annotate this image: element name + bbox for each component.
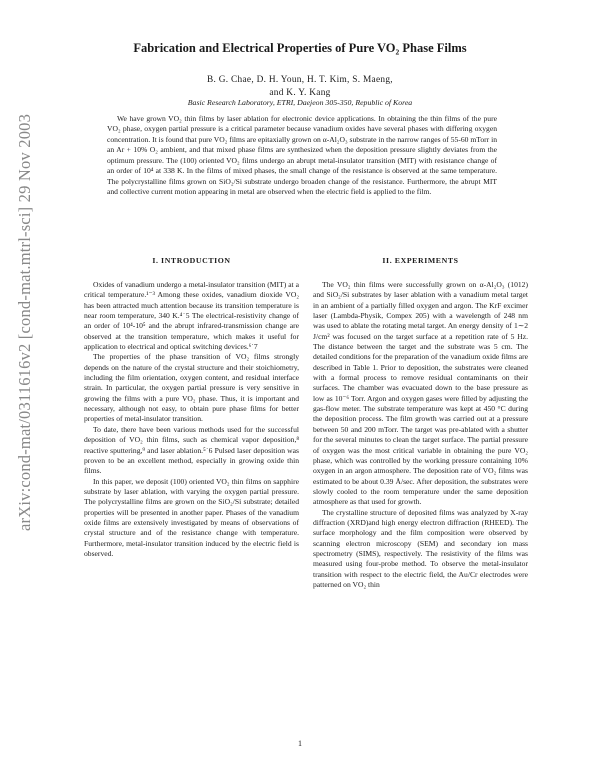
intro-paragraph: To date, there have been various methods used for the successful deposition of VO₂ thin films, such as chemical vapor deposition,⁸ reactive sputtering,⁹ and laser ablation.⁵˙6 Pulsed laser deposition was proven to be an excellent method, especially in growing oxide thin films. xyxy=(84,424,299,476)
authors-line-2: and K. Y. Kang xyxy=(269,87,331,98)
experiments-paragraph: The crystalline structure of deposited films was analyzed by X-ray diffraction (XRD)and high energy electron diffraction (RHEED). The surface morphology and the film composition were observed by scanning electron microscopy (SEM) and secondary ion mass spectrometry (SIMS), respectively. The resistivity of the films was measured using four-probe method. To observe the metal-insulator transition with respect to the electric field, the Au/Cr electrodes were patterned on VO₂ thin xyxy=(313,507,528,589)
intro-paragraph: The properties of the phase transition of VO₂ films strongly depends on the nature of the crystal structure and their stoichiometry, including the film orientation, oxygen content, and residual interface strain. In particular, the oxygen partial pressure is very sensitive in growing the films with a pure VO₂ phase. Thus, it is important and necessary, although not easy, to obtain pure phase films for better properties of metal-insulator transition. xyxy=(84,352,299,424)
intro-paragraph: In this paper, we deposit (100) oriented VO₂ thin films on sapphire substrate by laser ablation, with varying the oxygen partial pressure. The polycrystalline films are grown on the SiO₂/Si substrate; detailed properties will be presented in another paper. Phases of the vanadium oxide films are extensively investigated by means of observations of crystal structure and of the resistance change with temperature. Furthermore, metal-insulator transition induced by the electric field is observed. xyxy=(84,476,299,558)
intro-paragraph: Oxides of vanadium undergo a metal-insulator transition (MIT) at a critical temperature.¹⁻³ Among these oxides, vanadium dioxide VO₂ has been attracted much attention because its transition temperature is near room temperature, 340 K.⁴˙5 The electrical-resistivity change of an order of 10⁴-10⁵ and the abrupt infrared-transmission change are observed at the transition temperature, which makes it useful for application to electrical and optical switching devices.⁶˙7 xyxy=(84,280,299,352)
arxiv-identifier: arXiv:cond-mat/0311616v2 [cond-mat.mtrl-sci] 29 Nov 2003 xyxy=(15,113,34,531)
authors-line-1: B. G. Chae, D. H. Youn, H. T. Kim, S. Maeng, xyxy=(207,75,393,85)
section-heading-experiments: II. EXPERIMENTS xyxy=(382,256,459,265)
section-heading-introduction: I. INTRODUCTION xyxy=(152,256,231,265)
author-list xyxy=(100,74,500,99)
abstract-text: We have grown VO₂ thin films by laser ablation for electronic device applications. In obtaining the thin films of the pure VO₂ phase, oxygen partial pressure is a critical parameter because vanadium oxides have several phases with differing oxygen concentration. It is found that pure VO₂ films are epitaxially grown on α-Al₂O₃ substrate in the narrow ranges of 55-60 mTorr in an Ar + 10% O₂ ambient, and that mixed phase films are synthesized when the deposition pressure slightly deviates from the optimum pressure. The (100) oriented VO₂ films undergo an abrupt metal-insulator transition (MIT) with resistance change of an order of 10⁴ at 338 K. In the films of mixed phases, the small change of the resistance is observed at the same temperature. The polycrystalline films grown on SiO₂/Si substrate undergo broaden change of the resistance. Furthermore, the abrupt MIT and collective current motion appearing in metal are observed when the electric field is applied to the film. xyxy=(107,114,497,197)
abstract xyxy=(107,114,497,198)
page-number: 1 xyxy=(298,739,302,748)
left-column xyxy=(84,256,299,559)
affiliation: Basic Research Laboratory, ETRI, Daejeon 305-350, Republic of Korea xyxy=(187,98,413,107)
experiments-paragraph: The VO₂ thin films were successfully grown on α-Al₂O₃ (1012) and SiO₂/Si substrates by laser ablation with a vanadium metal target in an ambient of a partially filled oxygen and argon. The KrF excimer laser (Lambda-Physik, Compex 205) with a wavelength of 248 nm was used to ablate the rotating metal target. An energy density of 1∼2 J/cm² was focused on the target surface at a repetition rate of 5 Hz. The distance between the target and the substrate was 5 cm. The detailed conditions for the preparation of the vanadium oxide films are described in Table 1. Prior to deposition, the substrates were cleaned with a formal process to remove residual contaminants on their surfaces. The chamber was evacuated down to the base pressure as low as 10⁻⁶ Torr. Argon and oxygen gases were filled by adjusting the gas-flow meter. The substrate temperature was kept at 450 °C during the deposition process. The film growth was carried out at a pressure between 50 and 200 mTorr. The target was pre-ablated with a shutter for the several minutes to clean the target surface. The partial pressure of oxygen was the most critical variable in obtaining the pure VO₂ phase, which was controlled by the working pressure containing 10% oxygen in an argon atmosphere. The deposition rate of VO₂ films was estimated to be about 0.39 Å/sec. After deposition, the substrates were slowly cooled to the room temperature under the same deposition atmosphere as that used for growth. xyxy=(313,280,528,507)
right-column xyxy=(313,256,528,590)
paper-title: Fabrication and Electrical Properties of Pure VO₂ Phase Films xyxy=(133,41,467,55)
